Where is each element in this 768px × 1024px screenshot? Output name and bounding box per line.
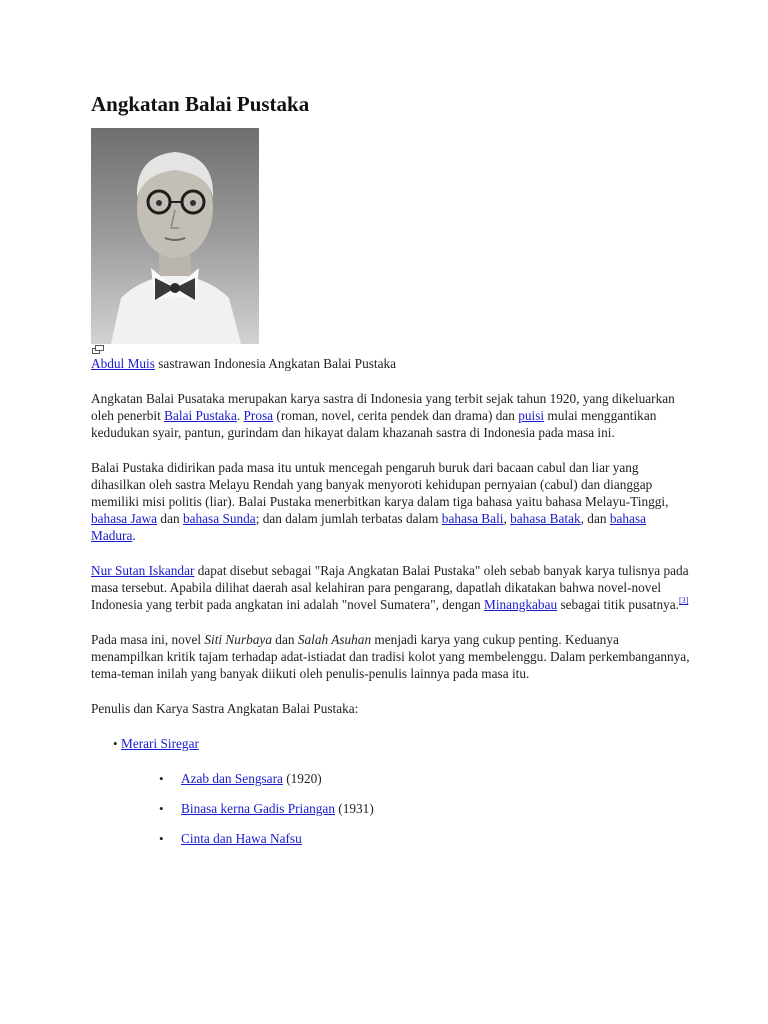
portrait-photo-image (91, 128, 259, 344)
text: , (503, 511, 511, 526)
work-year: (1931) (334, 801, 374, 816)
enlarge-icon[interactable] (92, 345, 104, 354)
link-balai-pustaka[interactable]: Balai Pustaka (164, 408, 237, 423)
work-year: (1920) (282, 771, 322, 786)
text: . (236, 408, 244, 423)
text: . (132, 528, 136, 543)
link-azab-dan-sengsara[interactable]: Azab dan Sengsara (181, 771, 283, 786)
link-abdul-muis[interactable]: Abdul Muis (91, 356, 155, 371)
link-bahasa-bali[interactable]: bahasa Bali (441, 511, 504, 526)
list-item-work (91, 770, 691, 787)
paragraph-founding (91, 459, 691, 544)
text: mulai menggantikan kedudukan syair, pantun, gurindam dan hikayat dalam khazanah sastra di Indonesia pada masa ini. (91, 408, 657, 440)
paragraph-list-intro: Penulis dan Karya Sastra Angkatan Balai Pustaka: (91, 701, 359, 716)
paragraph-novels (91, 631, 691, 682)
text: (roman, novel, cerita pendek dan drama) dan (273, 408, 519, 423)
link-bahasa-madura[interactable]: bahasa Madura (91, 511, 647, 543)
list-item-author (91, 735, 691, 847)
list-item-work (91, 830, 691, 847)
text: Angkatan Balai Pusataka merupakan karya sastra di Indonesia yang terbit sejak tahun 1920, yang dikeluarkan oleh penerbit (91, 391, 675, 423)
portrait-photo[interactable] (91, 128, 259, 344)
link-nur-sutan-iskandar[interactable]: Nur Sutan Iskandar (91, 563, 195, 578)
link-binasa-kerna-gadis-priangan[interactable]: Binasa kerna Gadis Priangan (181, 801, 335, 816)
image-caption (91, 355, 691, 372)
article-body (91, 355, 691, 865)
text: dan (271, 632, 298, 647)
list-item-work (91, 800, 691, 817)
text: Pada masa ini, novel (91, 632, 205, 647)
works-list (121, 770, 691, 847)
link-minangkabau[interactable]: Minangkabau (484, 597, 558, 612)
text: ; dan dalam jumlah terbatas dalam (255, 511, 442, 526)
text: Balai Pustaka didirikan pada masa itu untuk mencegah pengaruh buruk dari bacaan cabul dan liar yang dihasilkan oleh sastra Melayu Rendah yang banyak menyoroti kehidupan pernyaian (cabul) dan dianggap memiliki misi politis (liar). Balai Pustaka menerbitkan karya dalam tiga bahasa yaitu bahasa Melayu-Tinggi, (91, 460, 669, 509)
text: , dan (580, 511, 610, 526)
link-bahasa-jawa[interactable]: bahasa Jawa (91, 511, 158, 526)
link-bahasa-batak[interactable]: bahasa Batak (510, 511, 581, 526)
novel-title: Siti Nurbaya (204, 632, 272, 647)
link-bahasa-sunda[interactable]: bahasa Sunda (182, 511, 256, 526)
text: menjadi karya yang cukup penting. Keduanya menampilkan kritik tajam terhadap adat-istiadat dan tradisi kolot yang membelenggu. Dalam perkembangannya, tema-teman inilah yang banyak diikuti oleh penulis-penulis lainnya pada masa itu. (91, 632, 690, 681)
text: sebagai titik pusatnya. (557, 597, 680, 612)
paragraph-nur-sutan (91, 562, 691, 613)
link-puisi[interactable]: puisi (518, 408, 545, 423)
author-list (91, 735, 691, 847)
link-cinta-dan-hawa-nafsu[interactable]: Cinta dan Hawa Nafsu (181, 831, 302, 846)
reference-link[interactable]: [3] (679, 596, 689, 605)
novel-title: Salah Asuhan (297, 632, 372, 647)
paragraph-intro (91, 390, 691, 441)
text: dan (157, 511, 183, 526)
link-prosa[interactable]: Prosa (243, 408, 274, 423)
page-title: Angkatan Balai Pustaka (91, 92, 310, 116)
link-merari-siregar[interactable]: Merari Siregar (121, 736, 199, 751)
caption-text: sastrawan Indonesia Angkatan Balai Pustaka (154, 356, 397, 371)
text: dapat disebut sebagai "Raja Angkatan Balai Pustaka" oleh sebab banyak karya tulisnya pada masa tersebut. Apabila dilihat daerah asal kelahiran para pengarang, dapatlah dikatakan bahwa novel-novel Indonesia yang terbit pada angkatan ini adalah "novel Sumatera", dengan (91, 563, 689, 612)
